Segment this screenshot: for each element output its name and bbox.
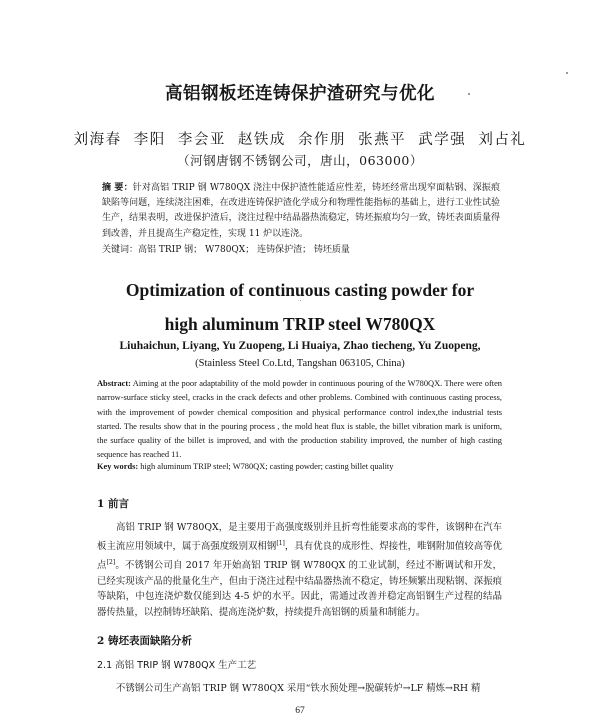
english-abstract (97, 377, 502, 463)
chinese-affiliation: （河钢唐钢不锈钢公司，唐山，063000） (177, 153, 423, 168)
para-part-b: ，具有优良的成形性、焊接性，唯钢附加值较高等优点 (97, 540, 502, 571)
english-abstract-text: Aiming at the poor adaptability of the mold powder in continuous pouring of the W780QX. There were often narrow-surface sticky steel, cracks in the crack defects and other problems. Combined with continuous casting process, with the improvement of powder chemical composition and physical performance control index,the industrial tests started. The results show that in the pouring process , the mold heat flux is stable, the billet vibration mark is uniform, the surface quality of the billet is improved, and with the production stability improved, the number of high casting sequence has reached 11. (97, 379, 502, 460)
scan-speck (566, 72, 568, 74)
english-keywords-text: high aluminum TRIP steel; W780QX; casting powder; casting billet quality (138, 462, 394, 471)
citation-2: [2] (106, 558, 116, 566)
chinese-authors: 刘海春 李阳 李会亚 赵铁成 余作朋 张燕平 武学强 刘占礼 (73, 132, 527, 148)
english-title-line-1: Optimization of continuous casting powder for (125, 280, 475, 300)
chinese-abstract-text: 针对高铝 TRIP 钢 W780QX 浇注中保护渣性能适应性差，铸坯经常出现窄面粘钢、深振痕缺陷等问题，连续浇注困难，在改进连铸保护渣化学成分和物理性能指标的基础上，进行工业性试验生产，结果表明，改进保护渣后，浇注过程中结晶器热流稳定，铸坯振痕均匀一致，铸坯表面质量得到改善，并且提高生产稳定性，实现 11 炉以连浇。 (102, 183, 500, 239)
scan-speck (300, 300, 301, 301)
chinese-abstract (102, 181, 500, 242)
chinese-keywords (102, 243, 500, 258)
english-affiliation: (Stainless Steel Co.Ltd, Tangshan 063105, China) (195, 358, 405, 369)
para-part-c: 。不锈钢公司自 2017 年开始高铝 TRIP 钢 W780QX 的工业试制，经过不断调试和开发，已经实现该产品的批量化生产，但由于浇注过程中结晶器热流不稳定，铸坯频繁出现粘钢、深振痕等缺陷，中包连浇炉数仅能到达 4-5 炉的水平。因此，需通过改善并稳定高铝钢生产过程的结晶器传热量，以控制铸坯缺陷、提高连浇炉数，持续提升高铝钢的质量和制能力。 (97, 559, 502, 619)
page-number: 67 (295, 706, 305, 716)
citation-1: [1] (276, 539, 285, 547)
english-title (0, 275, 600, 339)
section-1-paragraph (97, 520, 502, 621)
english-keywords (97, 462, 502, 471)
chinese-title: 高铝钢板坯连铸保护渣研究与优化 (165, 84, 435, 104)
chinese-keywords-text: 高铝 TRIP 钢； W780QX； 连铸保护渣； 铸坯质量 (138, 245, 350, 255)
scan-speck (468, 93, 470, 95)
english-title-line-2: high aluminum TRIP steel W780QX (164, 314, 436, 334)
english-authors: Liuhaichun, Liyang, Yu Zuopeng, Li Huaiya, Zhao tiecheng, Yu Zuopeng, (119, 340, 481, 352)
chinese-keywords-label: 关键词： (102, 245, 139, 255)
subsection-2-1-heading: 2.1 高铝 TRIP 钢 W780QX 生产工艺 (97, 660, 257, 671)
para-part-a: 高铝 TRIP 钢 W780QX，是主要用于高强度级别并且折弯性能要求高的零件，该钢种在汽车板主流应用领域中，属于高强度级别双相钢 (97, 522, 502, 552)
section-2-1-first-line: 不锈钢公司生产高铝 TRIP 钢 W780QX 采用“铁水预处理→脱碳转炉→LF 精炼→RH 精 (116, 683, 481, 694)
english-abstract-label: Abstract: (97, 379, 131, 388)
chinese-abstract-label: 摘 要： (102, 183, 133, 193)
section-1-heading: 1 前言 (97, 498, 129, 510)
section-2-heading: 2 铸坯表面缺陷分析 (97, 635, 192, 647)
english-keywords-label: Key words: (97, 462, 139, 471)
